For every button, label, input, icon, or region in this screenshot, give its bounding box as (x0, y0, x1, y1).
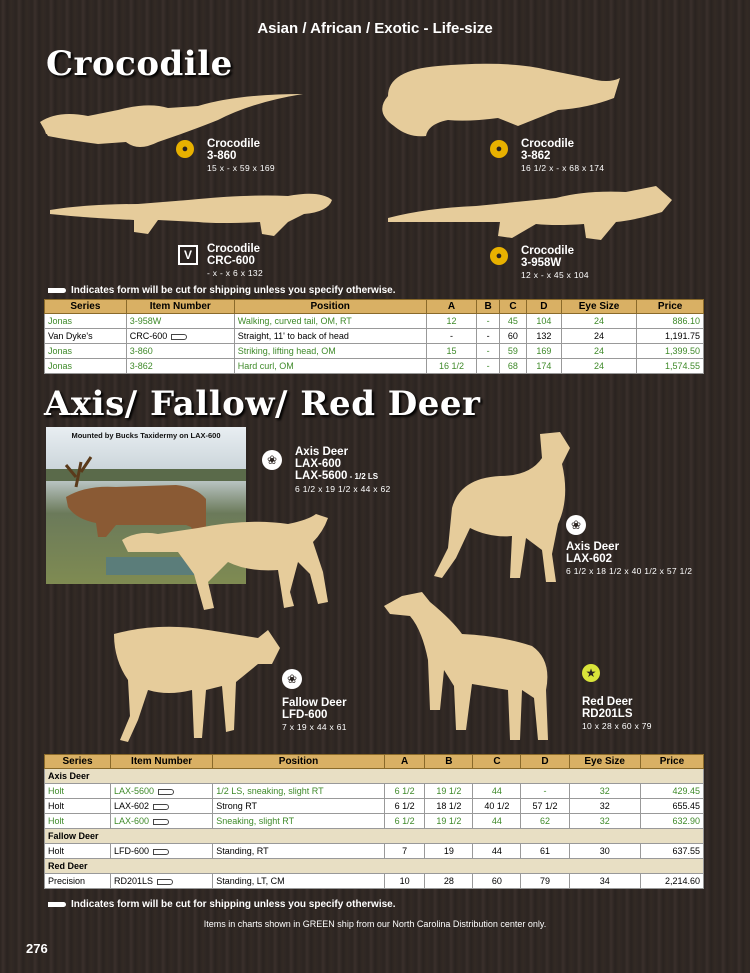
dimension-cell: 19 (425, 844, 473, 859)
position-cell: Standing, RT (213, 844, 385, 859)
deer-label-lax-600: ❀ Axis Deer LAX-600 LAX-5600 - 1/2 LS 6 1/2 x 19 1/2 x 44 x 62 (262, 446, 391, 495)
dimension-cell: 79 (521, 874, 569, 889)
column-header: Price (640, 755, 703, 769)
table-row (45, 344, 704, 359)
group-row (45, 769, 704, 784)
dimension-cell: 6 1/2 (384, 814, 425, 829)
series-cell: Holt (45, 799, 111, 814)
position-cell: Walking, curved tail, OM, RT (234, 314, 426, 329)
dimension-cell: 174 (526, 359, 561, 374)
deer-label-rd201ls: ★ Red Deer RD201LS 10 x 28 x 60 x 79 (582, 666, 652, 731)
dimension-cell: 6 1/2 (384, 784, 425, 799)
column-header: D (521, 755, 569, 769)
croc-label-3-860: ● Crocodile 3-860 15 x - x 59 x 169 (176, 138, 275, 174)
column-header: Position (234, 300, 426, 314)
position-cell: 1/2 LS, sneaking, slight RT (213, 784, 385, 799)
group-row (45, 829, 704, 844)
dimension-cell: 24 (561, 344, 636, 359)
fallow-deer-lfd-600-image (108, 620, 288, 744)
dimension-cell: 10 (384, 874, 425, 889)
dimension-cell: 32 (569, 814, 640, 829)
knife-icon (153, 849, 169, 855)
column-header: B (425, 755, 473, 769)
dimension-cell: 24 (561, 329, 636, 344)
dimension-cell: 32 (569, 784, 640, 799)
column-header: Series (45, 755, 111, 769)
knife-icon (157, 879, 173, 885)
table-row (45, 844, 704, 859)
page-number: 276 (26, 941, 48, 956)
rack-badge-icon: ❀ (282, 669, 302, 689)
series-cell: Jonas (45, 359, 127, 374)
position-cell: Standing, LT, CM (213, 874, 385, 889)
dimension-cell: - (521, 784, 569, 799)
dimension-cell: 34 (569, 874, 640, 889)
dimension-cell: 12 (426, 314, 477, 329)
dimension-cell: - (477, 359, 500, 374)
price-cell: 886.10 (637, 314, 704, 329)
precision-badge-icon: ★ (582, 664, 600, 682)
crocodile-3-958w-image (386, 178, 676, 248)
position-cell: Sneaking, slight RT (213, 814, 385, 829)
dimension-cell: 57 1/2 (521, 799, 569, 814)
crocodile-crc-600-image (48, 182, 338, 242)
column-header: A (384, 755, 425, 769)
crocodile-3-862-image (368, 56, 628, 140)
dimension-cell: 132 (526, 329, 561, 344)
item-number-cell: LAX-600 (111, 814, 213, 829)
table-row (45, 874, 704, 889)
item-number-cell: LAX-602 (111, 799, 213, 814)
position-cell: Straight, 11' to back of head (234, 329, 426, 344)
column-header: B (477, 300, 500, 314)
dimension-cell: 7 (384, 844, 425, 859)
cut-note-croc: Indicates form will be cut for shipping unless you specify otherwise. (48, 285, 396, 296)
dimension-cell: 24 (561, 314, 636, 329)
dimension-cell: - (426, 329, 477, 344)
dimension-cell: 15 (426, 344, 477, 359)
series-cell: Jonas (45, 344, 127, 359)
dimension-cell: 68 (499, 359, 526, 374)
group-label: Fallow Deer (45, 829, 704, 844)
price-cell: 632.90 (640, 814, 703, 829)
croc-label-3-862: ● Crocodile 3-862 16 1/2 x - x 68 x 174 (490, 138, 604, 174)
dimension-cell: 59 (499, 344, 526, 359)
table-row (45, 784, 704, 799)
column-header: Position (213, 755, 385, 769)
dimension-cell: 104 (526, 314, 561, 329)
dimension-cell: - (477, 329, 500, 344)
croc-label-crc-600: V Crocodile CRC-600 - x - x 6 x 132 (178, 243, 263, 279)
item-number-cell: LFD-600 (111, 844, 213, 859)
deer-table (44, 754, 704, 889)
dimension-cell: 32 (569, 799, 640, 814)
cut-note-deer: Indicates form will be cut for shipping unless you specify otherwise. (48, 899, 396, 910)
column-header: Series (45, 300, 127, 314)
dimension-cell: 40 1/2 (473, 799, 521, 814)
knife-icon (153, 819, 169, 825)
column-header: Item Number (111, 755, 213, 769)
position-cell: Striking, lifting head, OM (234, 344, 426, 359)
deer-label-lax-602: ❀ Axis Deer LAX-602 6 1/2 x 18 1/2 x 40 1/2 x 57 1/2 (566, 515, 692, 577)
dimension-cell: 45 (499, 314, 526, 329)
v-badge-icon: V (178, 245, 198, 265)
column-header: Eye Size (569, 755, 640, 769)
knife-icon (48, 902, 66, 907)
knife-icon (171, 334, 187, 340)
column-header: C (473, 755, 521, 769)
table-row (45, 799, 704, 814)
dimension-cell: 24 (561, 359, 636, 374)
table-row (45, 314, 704, 329)
series-cell: Jonas (45, 314, 127, 329)
column-header: C (499, 300, 526, 314)
turtle-badge-icon: ● (176, 140, 194, 158)
series-cell: Van Dyke's (45, 329, 127, 344)
item-number-cell: CRC-600 (126, 329, 234, 344)
dimension-cell: 60 (473, 874, 521, 889)
item-number-cell: 3-860 (126, 344, 234, 359)
price-cell: 1,399.50 (637, 344, 704, 359)
table-row (45, 814, 704, 829)
dimension-cell: 6 1/2 (384, 799, 425, 814)
position-cell: Hard curl, OM (234, 359, 426, 374)
group-label: Axis Deer (45, 769, 704, 784)
dimension-cell: 28 (425, 874, 473, 889)
position-cell: Strong RT (213, 799, 385, 814)
photo-caption: Mounted by Bucks Taxidermy on LAX-600 (71, 431, 221, 440)
column-header: A (426, 300, 477, 314)
red-deer-rd201ls-image (382, 590, 554, 746)
series-cell: Holt (45, 814, 111, 829)
crocodile-section-title: Crocodile (46, 44, 233, 84)
knife-icon (48, 288, 66, 293)
price-cell: 1,574.55 (637, 359, 704, 374)
price-cell: 1,191.75 (637, 329, 704, 344)
turtle-badge-icon: ● (490, 140, 508, 158)
price-cell: 2,214.60 (640, 874, 703, 889)
group-row (45, 859, 704, 874)
series-cell: Precision (45, 874, 111, 889)
column-header: D (526, 300, 561, 314)
item-number-cell: 3-862 (126, 359, 234, 374)
table-row (45, 359, 704, 374)
dimension-cell: 19 1/2 (425, 784, 473, 799)
croc-label-3-958w: ● Crocodile 3-958W 12 x - x 45 x 104 (490, 245, 589, 281)
deer-label-lfd-600: ❀ Fallow Deer LFD-600 7 x 19 x 44 x 61 (282, 669, 347, 733)
dimension-cell: - (477, 314, 500, 329)
column-header: Price (637, 300, 704, 314)
series-cell: Holt (45, 784, 111, 799)
dimension-cell: 44 (473, 784, 521, 799)
turtle-badge-icon: ● (490, 247, 508, 265)
dimension-cell: 61 (521, 844, 569, 859)
dimension-cell: 62 (521, 814, 569, 829)
series-cell: Holt (45, 844, 111, 859)
price-cell: 655.45 (640, 799, 703, 814)
dimension-cell: 16 1/2 (426, 359, 477, 374)
column-header: Item Number (126, 300, 234, 314)
page-header: Asian / African / Exotic - Life-size (257, 20, 493, 37)
dimension-cell: 30 (569, 844, 640, 859)
axis-deer-lax-600-image (118, 512, 348, 612)
column-header: Eye Size (561, 300, 636, 314)
rack-badge-icon: ❀ (566, 515, 586, 535)
dimension-cell: 44 (473, 844, 521, 859)
item-number-cell: RD201LS (111, 874, 213, 889)
dimension-cell: 44 (473, 814, 521, 829)
item-number-cell: 3-958W (126, 314, 234, 329)
knife-icon (158, 789, 174, 795)
dimension-cell: 169 (526, 344, 561, 359)
item-number-cell: LAX-5600 (111, 784, 213, 799)
crocodile-table (44, 299, 704, 374)
axis-deer-lax-602-image (430, 428, 580, 588)
price-cell: 429.45 (640, 784, 703, 799)
rack-badge-icon: ❀ (262, 450, 282, 470)
dimension-cell: 19 1/2 (425, 814, 473, 829)
deer-section-title: Axis/ Fallow/ Red Deer (44, 384, 481, 424)
group-label: Red Deer (45, 859, 704, 874)
table-row (45, 329, 704, 344)
dimension-cell: - (477, 344, 500, 359)
green-shipping-note: Items in charts shown in GREEN ship from our North Carolina Distribution center only. (203, 919, 547, 929)
dimension-cell: 18 1/2 (425, 799, 473, 814)
dimension-cell: 60 (499, 329, 526, 344)
knife-icon (153, 804, 169, 810)
price-cell: 637.55 (640, 844, 703, 859)
